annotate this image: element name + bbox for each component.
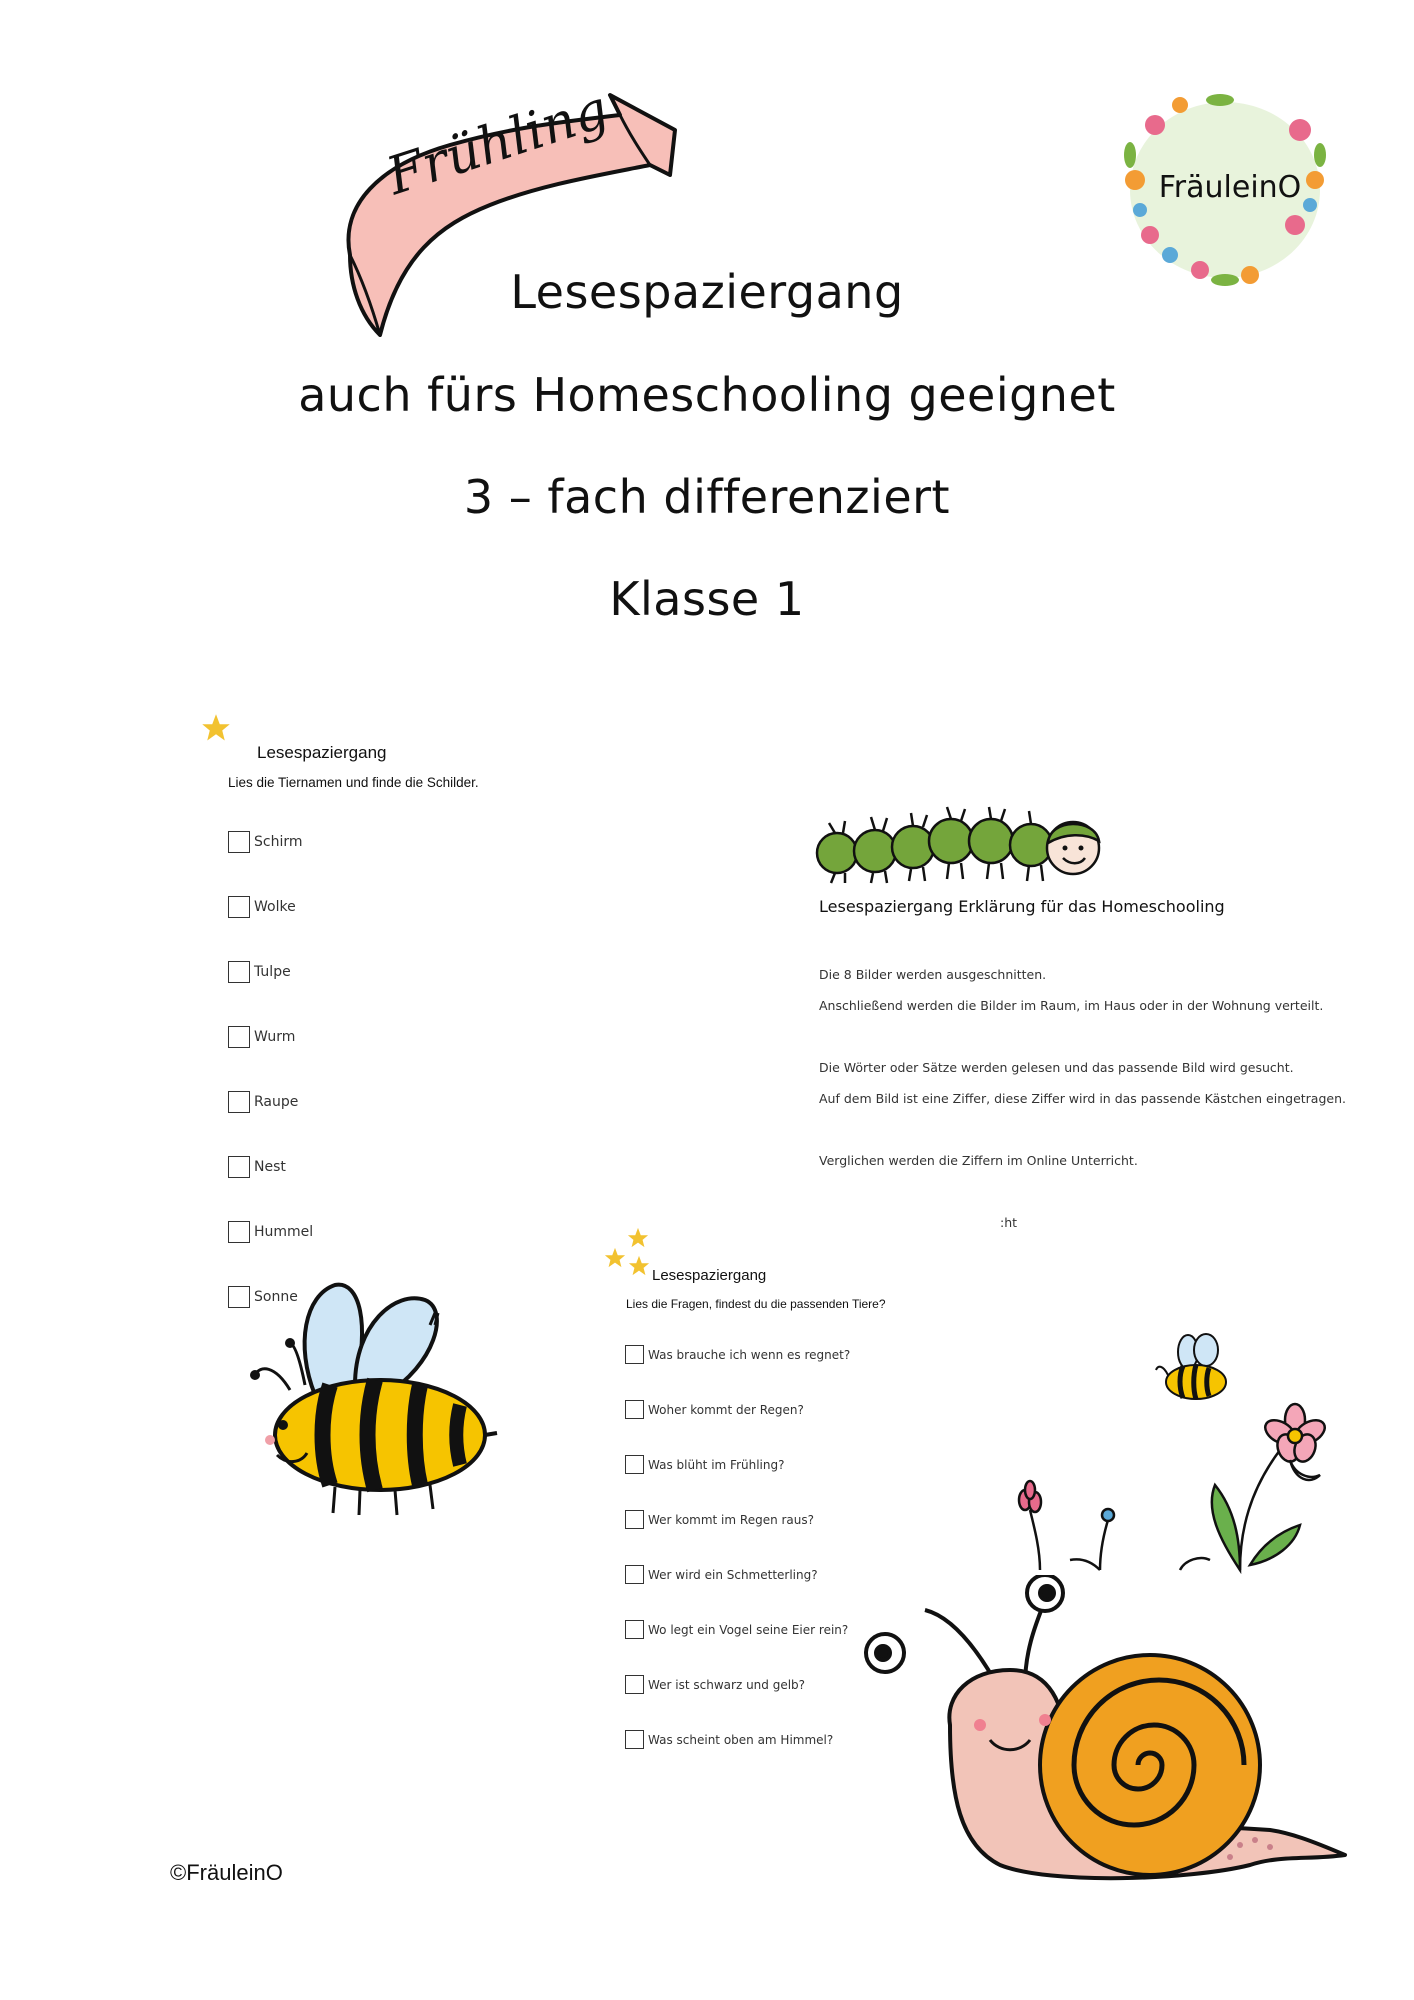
checkbox[interactable] bbox=[625, 1455, 644, 1474]
checkbox[interactable] bbox=[625, 1510, 644, 1529]
checkbox-item[interactable]: Tulpe bbox=[228, 961, 291, 983]
checkbox[interactable] bbox=[228, 831, 250, 853]
title-differenziert: 3 – fach differenziert bbox=[463, 470, 951, 524]
checkbox[interactable] bbox=[625, 1730, 644, 1749]
checkbox[interactable] bbox=[228, 896, 250, 918]
checkbox-item[interactable]: Wer ist schwarz und gelb? bbox=[625, 1675, 805, 1694]
star-icon bbox=[604, 1247, 626, 1269]
explanation-fragment: :ht bbox=[1000, 1215, 1018, 1230]
checkbox-item[interactable]: Sonne bbox=[228, 1286, 298, 1308]
snail-illustration bbox=[850, 1575, 1355, 1905]
checkbox-item[interactable]: Wo legt ein Vogel seine Eier rein? bbox=[625, 1620, 848, 1639]
explanation-line: Anschließend werden die Bilder im Raum, im Haus oder in der Wohnung verteilt. bbox=[819, 998, 1324, 1013]
checkbox[interactable] bbox=[228, 1091, 250, 1113]
checkbox-item[interactable]: Woher kommt der Regen? bbox=[625, 1400, 804, 1419]
fruehling-banner-text: Frühling bbox=[380, 79, 616, 208]
explanation-line: Die Wörter oder Sätze werden gelesen und das passende Bild wird gesucht. bbox=[819, 1060, 1294, 1075]
title-klasse: Klasse 1 bbox=[609, 572, 805, 626]
checkbox-item[interactable]: Schirm bbox=[228, 831, 303, 853]
checkbox-item[interactable]: Wolke bbox=[228, 896, 296, 918]
checkbox-item[interactable]: Hummel bbox=[228, 1221, 313, 1243]
logo-text: FräuleinO bbox=[1158, 170, 1302, 205]
checkbox-item[interactable]: Was blüht im Frühling? bbox=[625, 1455, 784, 1474]
checkbox[interactable] bbox=[625, 1345, 644, 1364]
star-icon bbox=[627, 1227, 649, 1249]
checkbox-item[interactable]: Wer wird ein Schmetterling? bbox=[625, 1565, 818, 1584]
explanation-line: Die 8 Bilder werden ausgeschnitten. bbox=[819, 967, 1047, 982]
sheet1-title: Lesespaziergang bbox=[257, 743, 387, 762]
explanation-heading: Lesespaziergang Erklärung für das Homeschooling bbox=[819, 897, 1225, 916]
checkbox[interactable] bbox=[228, 1156, 250, 1178]
caterpillar-illustration bbox=[815, 803, 1115, 888]
checkbox[interactable] bbox=[625, 1620, 644, 1639]
star-icon bbox=[628, 1255, 650, 1277]
checkbox-item[interactable]: Was scheint oben am Himmel? bbox=[625, 1730, 833, 1749]
explanation-line: Auf dem Bild ist eine Ziffer, diese Ziffer wird in das passende Kästchen eingetragen. bbox=[819, 1091, 1346, 1106]
explanation-sheet bbox=[800, 795, 1346, 1235]
sheet3-title: Lesespaziergang bbox=[652, 1267, 767, 1284]
star-icon bbox=[200, 713, 232, 743]
sheet1-subtitle: Lies die Tiernamen und finde die Schilder. bbox=[228, 775, 479, 790]
checkbox[interactable] bbox=[625, 1675, 644, 1694]
checkbox[interactable] bbox=[228, 1221, 250, 1243]
checkbox-item[interactable]: Raupe bbox=[228, 1091, 298, 1113]
checkbox[interactable] bbox=[625, 1565, 644, 1584]
checkbox[interactable] bbox=[228, 961, 250, 983]
flowers-illustration bbox=[1000, 1390, 1330, 1575]
explanation-line: Verglichen werden die Ziffern im Online Unterricht. bbox=[819, 1153, 1138, 1168]
checkbox-item[interactable]: Wurm bbox=[228, 1026, 295, 1048]
copyright-text: ©FräuleinO bbox=[170, 1860, 283, 1885]
checkbox-item[interactable]: Was brauche ich wenn es regnet? bbox=[625, 1345, 850, 1364]
checkbox-item[interactable]: Nest bbox=[228, 1156, 286, 1178]
checkbox-item[interactable]: Wer kommt im Regen raus? bbox=[625, 1510, 814, 1529]
sheet3-subtitle: Lies die Fragen, findest du die passenden Tiere? bbox=[626, 1297, 886, 1311]
checkbox[interactable] bbox=[228, 1026, 250, 1048]
title-lesespaziergang: Lesespaziergang bbox=[510, 265, 904, 319]
checkbox[interactable] bbox=[625, 1400, 644, 1419]
bee-illustration bbox=[235, 1265, 505, 1530]
title-homeschooling: auch fürs Homeschooling geeignet bbox=[298, 368, 1116, 422]
